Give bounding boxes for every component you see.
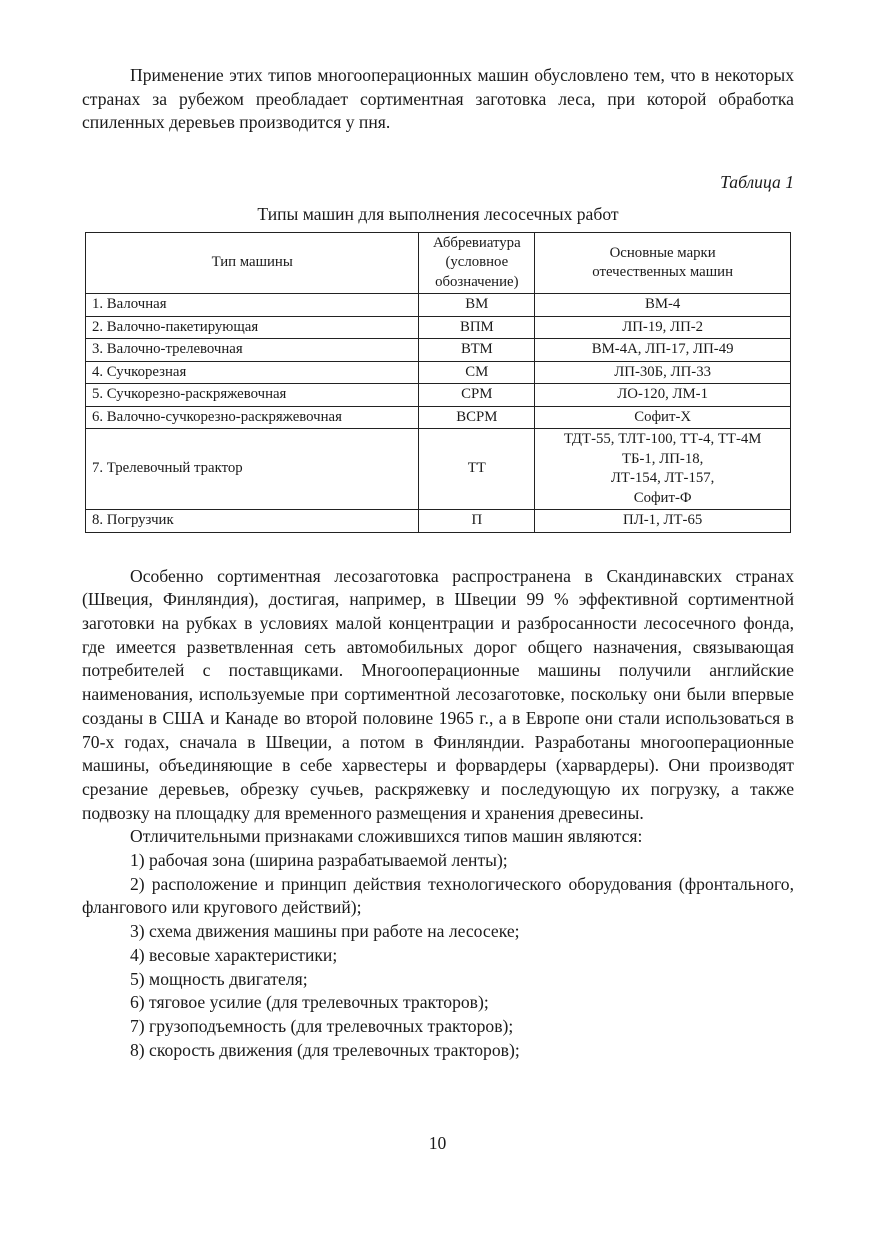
table-row: [86, 429, 791, 510]
cell-type: 5. Сучкорезно-раскряжевочная: [86, 384, 419, 407]
brand-line: Софит-Ф: [633, 489, 692, 506]
table-label: Таблица 1: [720, 172, 794, 193]
table-row: [86, 361, 791, 384]
cell-type: 4. Сучкорезная: [86, 361, 419, 384]
list-item: 4) весовые характеристики;: [130, 944, 338, 965]
table-row: [86, 339, 791, 362]
intro-paragraph: Применение этих типов многооперационных машин обусловлено тем, что в некоторых странах за рубежом преобладает сортиментная заготовка леса, при которой обработка спиленных деревьев производится у пня.: [82, 65, 794, 133]
brand-line: ТБ-1, ЛП-18,: [621, 450, 704, 467]
page-content: [82, 64, 794, 1062]
table-title: Типы машин для выполнения лесосечных работ: [257, 204, 619, 225]
cell-brands: ПЛ-1, ЛТ-65: [535, 510, 791, 533]
header-type: Тип машины: [86, 233, 419, 294]
header-brands: Основные марки отечественных машин: [535, 233, 791, 294]
cell-type: 6. Валочно-сучкорезно-раскряжевочная: [86, 406, 419, 429]
machines-table: [85, 232, 791, 533]
cell-type: 2. Валочно-пакетирующая: [86, 316, 419, 339]
table-row: [86, 384, 791, 407]
brand-line: ЛТ-154, ЛТ-157,: [610, 470, 715, 487]
cell-abbr: ВТМ: [419, 339, 535, 362]
list-item: 8) скорость движения (для трелевочных тракторов);: [130, 1039, 520, 1060]
header-abbr: Аббревиатура (условное обозначение): [419, 233, 535, 294]
cell-abbr: ВСРМ: [419, 406, 535, 429]
features-intro: Отличительными признаками сложившихся типов машин являются:: [130, 826, 643, 847]
table-row: [86, 316, 791, 339]
list-item: 6) тяговое усилие (для трелевочных тракторов);: [130, 992, 489, 1013]
cell-type: 1. Валочная: [86, 294, 419, 317]
cell-type: 7. Трелевочный трактор: [86, 429, 419, 510]
table-header-row: [86, 233, 791, 294]
page-number: 10: [428, 1133, 447, 1153]
cell-brands: ЛП-30Б, ЛП-33: [535, 361, 791, 384]
cell-abbr: П: [419, 510, 535, 533]
cell-brands: ВМ-4А, ЛП-17, ЛП-49: [535, 339, 791, 362]
cell-abbr: ВПМ: [419, 316, 535, 339]
cell-brands: Софит-Х: [535, 406, 791, 429]
cell-abbr: ТТ: [419, 429, 535, 510]
list-item: 3) схема движения машины при работе на лесосеке;: [130, 921, 520, 942]
list-item: 2) расположение и принцип действия технологического оборудования (фронтального, флангового или кругового действий);: [82, 873, 794, 918]
cell-brands: ЛО-120, ЛМ-1: [535, 384, 791, 407]
table-row: [86, 406, 791, 429]
list-item: 5) мощность двигателя;: [130, 968, 308, 989]
cell-type: 8. Погрузчик: [86, 510, 419, 533]
cell-brands: ВМ-4: [535, 294, 791, 317]
cell-type: 3. Валочно-трелевочная: [86, 339, 419, 362]
cell-abbr: СМ: [419, 361, 535, 384]
body-paragraph: Особенно сортиментная лесозаготовка распространена в Скандинавских странах (Швеция, Финляндия), достигая, например, в Швеции 99 % эффективной сортиментной заготовки на рубках в условиях малой концентрации и разбросанности лесосечного фонда, где имеется разветвленная сеть автомобильных дорог общего назначения, связывающая потребителей с поставщиками. Многооперационные машины получили английские наименования, используемые при сортиментной лесозаготовке, поскольку они были впервые созданы в США и Канаде во второй половине 1965 г., а в Европе они стали использоваться в 70-х годах, сначала в Швеции, а потом в Финляндии. Разработаны многооперационные машины, объединяющие в себе харвестеры и форвардеры (харвардеры). Они производят срезание деревьев, обрезку сучьев, раскряжевку и последующую их погрузку, а также подвозку на площадку для временного размещения и хранения древесины.: [82, 565, 794, 823]
list-item: 7) грузоподъемность (для трелевочных тракторов);: [130, 1015, 514, 1036]
cell-abbr: ВМ: [419, 294, 535, 317]
table-row: [86, 294, 791, 317]
cell-brands: [535, 429, 791, 510]
table-row: [86, 510, 791, 533]
cell-brands: ЛП-19, ЛП-2: [535, 316, 791, 339]
brand-line: ТДТ-55, ТЛТ-100, ТТ-4, ТТ-4М: [563, 431, 762, 448]
cell-abbr: СРМ: [419, 384, 535, 407]
list-item: 1) рабочая зона (ширина разрабатываемой ленты);: [130, 850, 508, 871]
